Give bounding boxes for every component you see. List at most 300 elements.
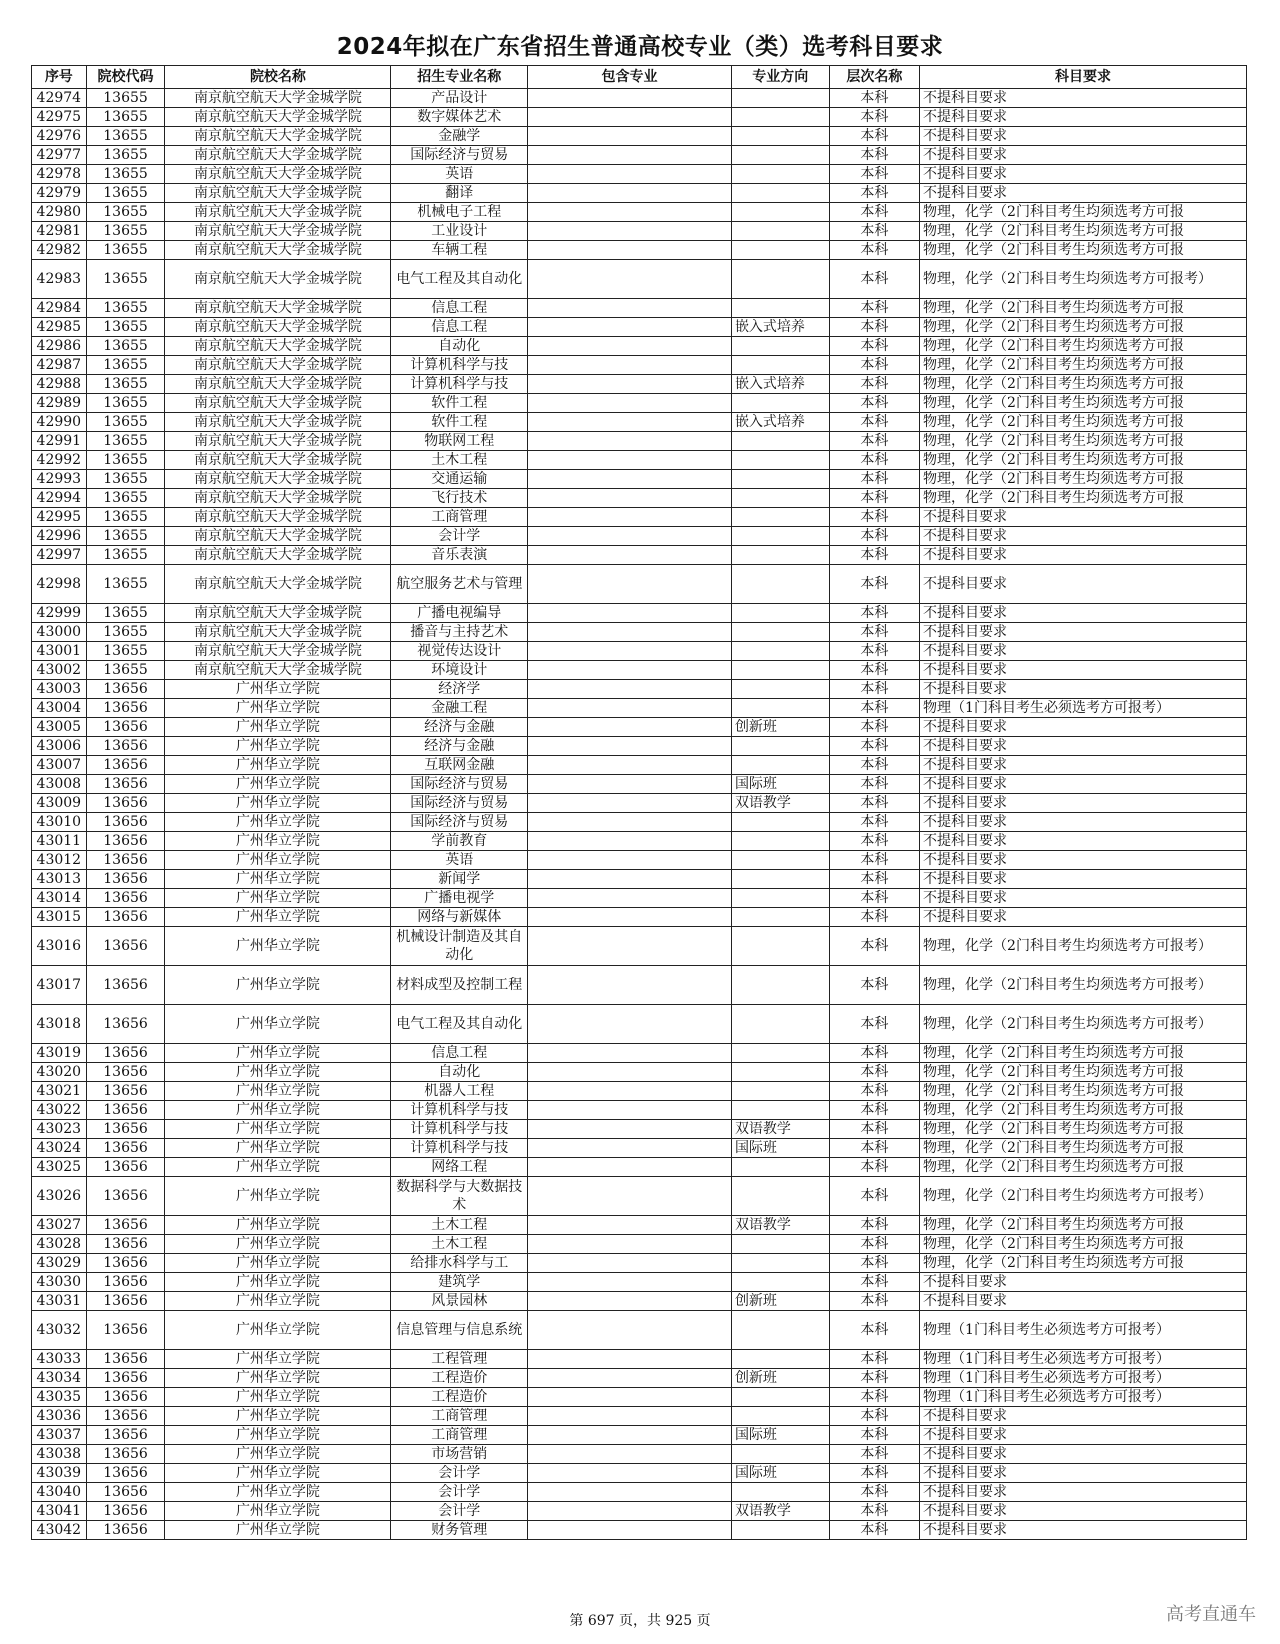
code-cell: 13655 xyxy=(86,89,165,108)
seq-cell: 43037 xyxy=(32,1426,87,1445)
code-cell: 13656 xyxy=(86,1407,165,1426)
requirement-cell: 物理，化学（2门科目考生均须选考方可报 xyxy=(920,337,1247,356)
seq-cell: 43038 xyxy=(32,1445,87,1464)
major-cell: 电气工程及其自动化 xyxy=(391,260,528,299)
direction-cell xyxy=(731,1407,829,1426)
direction-cell xyxy=(731,89,829,108)
column-header-direction: 专业方向 xyxy=(731,66,829,89)
included-cell xyxy=(528,1216,732,1235)
code-cell: 13656 xyxy=(86,870,165,889)
requirement-cell: 不提科目要求 xyxy=(920,908,1247,927)
major-cell: 机器人工程 xyxy=(391,1082,528,1101)
direction-cell xyxy=(731,356,829,375)
major-cell: 广播电视编导 xyxy=(391,604,528,623)
requirement-cell: 不提科目要求 xyxy=(920,89,1247,108)
included-cell xyxy=(528,889,732,908)
seq-cell: 42984 xyxy=(32,299,87,318)
level-cell: 本科 xyxy=(829,1082,919,1101)
included-cell xyxy=(528,108,732,127)
seq-cell: 43013 xyxy=(32,870,87,889)
major-cell: 计算机科学与技 xyxy=(391,1139,528,1158)
level-cell: 本科 xyxy=(829,413,919,432)
level-cell: 本科 xyxy=(829,699,919,718)
requirement-cell: 不提科目要求 xyxy=(920,889,1247,908)
level-cell: 本科 xyxy=(829,1350,919,1369)
included-cell xyxy=(528,775,732,794)
school-cell: 南京航空航天大学金城学院 xyxy=(165,451,391,470)
code-cell: 13656 xyxy=(86,1273,165,1292)
major-cell: 土木工程 xyxy=(391,451,528,470)
seq-cell: 43010 xyxy=(32,813,87,832)
included-cell xyxy=(528,737,732,756)
code-cell: 13655 xyxy=(86,241,165,260)
level-cell: 本科 xyxy=(829,1445,919,1464)
code-cell: 13656 xyxy=(86,908,165,927)
level-cell: 本科 xyxy=(829,337,919,356)
school-cell: 广州华立学院 xyxy=(165,908,391,927)
level-cell: 本科 xyxy=(829,165,919,184)
seq-cell: 43026 xyxy=(32,1177,87,1216)
code-cell: 13656 xyxy=(86,718,165,737)
included-cell xyxy=(528,642,732,661)
table-row xyxy=(32,718,1247,737)
seq-cell: 42987 xyxy=(32,356,87,375)
included-cell xyxy=(528,1388,732,1407)
seq-cell: 42979 xyxy=(32,184,87,203)
code-cell: 13655 xyxy=(86,203,165,222)
level-cell: 本科 xyxy=(829,1273,919,1292)
direction-cell xyxy=(731,260,829,299)
table-row xyxy=(32,851,1247,870)
major-cell: 自动化 xyxy=(391,1063,528,1082)
direction-cell xyxy=(731,927,829,966)
school-cell: 南京航空航天大学金城学院 xyxy=(165,203,391,222)
school-cell: 南京航空航天大学金城学院 xyxy=(165,546,391,565)
level-cell: 本科 xyxy=(829,451,919,470)
school-cell: 广州华立学院 xyxy=(165,1350,391,1369)
level-cell: 本科 xyxy=(829,1311,919,1350)
table-row xyxy=(32,623,1247,642)
requirement-cell: 物理，化学（2门科目考生均须选考方可报 xyxy=(920,318,1247,337)
direction-cell xyxy=(731,241,829,260)
included-cell xyxy=(528,508,732,527)
included-cell xyxy=(528,813,732,832)
table-row xyxy=(32,604,1247,623)
direction-cell: 创新班 xyxy=(731,718,829,737)
code-cell: 13655 xyxy=(86,260,165,299)
direction-cell xyxy=(731,604,829,623)
school-cell: 广州华立学院 xyxy=(165,699,391,718)
seq-cell: 43034 xyxy=(32,1369,87,1388)
direction-cell xyxy=(731,1483,829,1502)
seq-cell: 42980 xyxy=(32,203,87,222)
code-cell: 13656 xyxy=(86,1464,165,1483)
included-cell xyxy=(528,299,732,318)
included-cell xyxy=(528,470,732,489)
code-cell: 13655 xyxy=(86,318,165,337)
level-cell: 本科 xyxy=(829,203,919,222)
table-row xyxy=(32,241,1247,260)
seq-cell: 43018 xyxy=(32,1005,87,1044)
seq-cell: 42981 xyxy=(32,222,87,241)
level-cell: 本科 xyxy=(829,1120,919,1139)
requirement-cell: 不提科目要求 xyxy=(920,718,1247,737)
school-cell: 南京航空航天大学金城学院 xyxy=(165,375,391,394)
level-cell: 本科 xyxy=(829,108,919,127)
requirement-cell: 不提科目要求 xyxy=(920,623,1247,642)
requirement-cell: 物理，化学（2门科目考生均须选考方可报 xyxy=(920,375,1247,394)
requirement-cell: 物理，化学（2门科目考生均须选考方可报 xyxy=(920,413,1247,432)
level-cell: 本科 xyxy=(829,260,919,299)
school-cell: 广州华立学院 xyxy=(165,1235,391,1254)
included-cell xyxy=(528,1101,732,1120)
page-footer: 第 697 页，共 925 页 xyxy=(569,1613,711,1629)
level-cell: 本科 xyxy=(829,1158,919,1177)
requirement-cell: 不提科目要求 xyxy=(920,1292,1247,1311)
direction-cell xyxy=(731,966,829,1005)
code-cell: 13655 xyxy=(86,565,165,604)
table-row xyxy=(32,375,1247,394)
direction-cell xyxy=(731,470,829,489)
major-cell: 工程造价 xyxy=(391,1388,528,1407)
major-cell: 材料成型及控制工程 xyxy=(391,966,528,1005)
school-cell: 广州华立学院 xyxy=(165,756,391,775)
code-cell: 13655 xyxy=(86,146,165,165)
major-cell: 工商管理 xyxy=(391,1407,528,1426)
seq-cell: 42975 xyxy=(32,108,87,127)
level-cell: 本科 xyxy=(829,1369,919,1388)
school-cell: 广州华立学院 xyxy=(165,1426,391,1445)
included-cell xyxy=(528,680,732,699)
major-cell: 计算机科学与技 xyxy=(391,356,528,375)
direction-cell xyxy=(731,1388,829,1407)
seq-cell: 42997 xyxy=(32,546,87,565)
direction-cell xyxy=(731,1521,829,1540)
requirement-cell: 物理（1门科目考生必须选考方可报考） xyxy=(920,1388,1247,1407)
table-row xyxy=(32,1388,1247,1407)
major-cell: 国际经济与贸易 xyxy=(391,146,528,165)
level-cell: 本科 xyxy=(829,813,919,832)
included-cell xyxy=(528,1350,732,1369)
code-cell: 13655 xyxy=(86,413,165,432)
major-cell: 会计学 xyxy=(391,1464,528,1483)
included-cell xyxy=(528,604,732,623)
table-row xyxy=(32,927,1247,966)
major-cell: 软件工程 xyxy=(391,394,528,413)
direction-cell xyxy=(731,222,829,241)
level-cell: 本科 xyxy=(829,375,919,394)
direction-cell xyxy=(731,299,829,318)
code-cell: 13656 xyxy=(86,1235,165,1254)
major-cell: 经济与金融 xyxy=(391,737,528,756)
major-cell: 航空服务艺术与管理 xyxy=(391,565,528,604)
requirement-cell: 不提科目要求 xyxy=(920,604,1247,623)
table-row xyxy=(32,337,1247,356)
code-cell: 13655 xyxy=(86,623,165,642)
table-row xyxy=(32,1350,1247,1369)
school-cell: 广州华立学院 xyxy=(165,737,391,756)
table-row xyxy=(32,146,1247,165)
level-cell: 本科 xyxy=(829,870,919,889)
requirement-cell: 物理（1门科目考生必须选考方可报考） xyxy=(920,1369,1247,1388)
included-cell xyxy=(528,756,732,775)
major-cell: 车辆工程 xyxy=(391,241,528,260)
included-cell xyxy=(528,1044,732,1063)
level-cell: 本科 xyxy=(829,184,919,203)
included-cell xyxy=(528,661,732,680)
major-cell: 金融学 xyxy=(391,127,528,146)
seq-cell: 42985 xyxy=(32,318,87,337)
code-cell: 13655 xyxy=(86,489,165,508)
requirement-cell: 不提科目要求 xyxy=(920,813,1247,832)
code-cell: 13656 xyxy=(86,756,165,775)
major-cell: 播音与主持艺术 xyxy=(391,623,528,642)
table-row xyxy=(32,432,1247,451)
school-cell: 广州华立学院 xyxy=(165,851,391,870)
code-cell: 13655 xyxy=(86,356,165,375)
seq-cell: 43040 xyxy=(32,1483,87,1502)
seq-cell: 43015 xyxy=(32,908,87,927)
table-row xyxy=(32,1369,1247,1388)
major-cell: 机械设计制造及其自动化 xyxy=(391,927,528,966)
major-cell: 网络与新媒体 xyxy=(391,908,528,927)
major-cell: 市场营销 xyxy=(391,1445,528,1464)
table-row xyxy=(32,184,1247,203)
school-cell: 南京航空航天大学金城学院 xyxy=(165,508,391,527)
direction-cell: 创新班 xyxy=(731,1369,829,1388)
included-cell xyxy=(528,927,732,966)
code-cell: 13656 xyxy=(86,1483,165,1502)
direction-cell: 国际班 xyxy=(731,775,829,794)
code-cell: 13655 xyxy=(86,108,165,127)
requirement-cell: 不提科目要求 xyxy=(920,756,1247,775)
code-cell: 13656 xyxy=(86,1120,165,1139)
table-row xyxy=(32,222,1247,241)
major-cell: 工程造价 xyxy=(391,1369,528,1388)
table-row xyxy=(32,1483,1247,1502)
included-cell xyxy=(528,203,732,222)
school-cell: 南京航空航天大学金城学院 xyxy=(165,642,391,661)
level-cell: 本科 xyxy=(829,1388,919,1407)
requirement-cell: 不提科目要求 xyxy=(920,546,1247,565)
requirement-cell: 不提科目要求 xyxy=(920,794,1247,813)
level-cell: 本科 xyxy=(829,432,919,451)
table-row xyxy=(32,413,1247,432)
column-header-code: 院校代码 xyxy=(86,66,165,89)
column-header-seq: 序号 xyxy=(32,66,87,89)
table-row xyxy=(32,908,1247,927)
requirement-cell: 不提科目要求 xyxy=(920,775,1247,794)
requirement-cell: 物理，化学（2门科目考生均须选考方可报 xyxy=(920,1082,1247,1101)
direction-cell xyxy=(731,546,829,565)
seq-cell: 43001 xyxy=(32,642,87,661)
seq-cell: 43032 xyxy=(32,1311,87,1350)
direction-cell xyxy=(731,1101,829,1120)
school-cell: 广州华立学院 xyxy=(165,1005,391,1044)
direction-cell xyxy=(731,680,829,699)
major-cell: 会计学 xyxy=(391,1502,528,1521)
requirement-cell: 物理，化学（2门科目考生均须选考方可报考） xyxy=(920,260,1247,299)
table-row xyxy=(32,832,1247,851)
requirement-cell: 不提科目要求 xyxy=(920,127,1247,146)
requirement-cell: 不提科目要求 xyxy=(920,1426,1247,1445)
direction-cell xyxy=(731,203,829,222)
seq-cell: 43035 xyxy=(32,1388,87,1407)
seq-cell: 43017 xyxy=(32,966,87,1005)
code-cell: 13656 xyxy=(86,1139,165,1158)
school-cell: 广州华立学院 xyxy=(165,1292,391,1311)
requirement-cell: 物理，化学（2门科目考生均须选考方可报考） xyxy=(920,1005,1247,1044)
code-cell: 13655 xyxy=(86,165,165,184)
school-cell: 广州华立学院 xyxy=(165,832,391,851)
level-cell: 本科 xyxy=(829,1254,919,1273)
table-row xyxy=(32,775,1247,794)
direction-cell xyxy=(731,451,829,470)
code-cell: 13655 xyxy=(86,375,165,394)
seq-cell: 43011 xyxy=(32,832,87,851)
school-cell: 南京航空航天大学金城学院 xyxy=(165,565,391,604)
direction-cell xyxy=(731,813,829,832)
included-cell xyxy=(528,1177,732,1216)
direction-cell: 双语教学 xyxy=(731,1120,829,1139)
seq-cell: 42988 xyxy=(32,375,87,394)
major-cell: 翻译 xyxy=(391,184,528,203)
code-cell: 13656 xyxy=(86,851,165,870)
included-cell xyxy=(528,489,732,508)
code-cell: 13656 xyxy=(86,1311,165,1350)
direction-cell xyxy=(731,1082,829,1101)
seq-cell: 42986 xyxy=(32,337,87,356)
school-cell: 广州华立学院 xyxy=(165,1177,391,1216)
code-cell: 13656 xyxy=(86,1063,165,1082)
page-title: 2024年拟在广东省招生普通高校专业（类）选考科目要求 xyxy=(336,34,944,60)
table-row xyxy=(32,1120,1247,1139)
school-cell: 广州华立学院 xyxy=(165,870,391,889)
table-row xyxy=(32,108,1247,127)
included-cell xyxy=(528,1120,732,1139)
direction-cell xyxy=(731,508,829,527)
direction-cell xyxy=(731,489,829,508)
major-cell: 英语 xyxy=(391,165,528,184)
seq-cell: 43036 xyxy=(32,1407,87,1426)
direction-cell xyxy=(731,1235,829,1254)
table-row xyxy=(32,356,1247,375)
direction-cell: 双语教学 xyxy=(731,1216,829,1235)
school-cell: 广州华立学院 xyxy=(165,966,391,1005)
table-row xyxy=(32,966,1247,1005)
requirement-cell: 物理，化学（2门科目考生均须选考方可报 xyxy=(920,489,1247,508)
level-cell: 本科 xyxy=(829,127,919,146)
requirement-cell: 物理（1门科目考生必须选考方可报考） xyxy=(920,1350,1247,1369)
seq-cell: 43025 xyxy=(32,1158,87,1177)
table-row xyxy=(32,642,1247,661)
code-cell: 13656 xyxy=(86,1216,165,1235)
level-cell: 本科 xyxy=(829,241,919,260)
included-cell xyxy=(528,413,732,432)
level-cell: 本科 xyxy=(829,299,919,318)
seq-cell: 42976 xyxy=(32,127,87,146)
school-cell: 南京航空航天大学金城学院 xyxy=(165,432,391,451)
table-row xyxy=(32,1464,1247,1483)
seq-cell: 43028 xyxy=(32,1235,87,1254)
table-row xyxy=(32,394,1247,413)
school-cell: 广州华立学院 xyxy=(165,1388,391,1407)
code-cell: 13655 xyxy=(86,642,165,661)
major-cell: 数据科学与大数据技术 xyxy=(391,1177,528,1216)
seq-cell: 42990 xyxy=(32,413,87,432)
major-cell: 会计学 xyxy=(391,1483,528,1502)
included-cell xyxy=(528,1502,732,1521)
included-cell xyxy=(528,146,732,165)
included-cell xyxy=(528,565,732,604)
level-cell: 本科 xyxy=(829,565,919,604)
code-cell: 13655 xyxy=(86,184,165,203)
level-cell: 本科 xyxy=(829,1063,919,1082)
school-cell: 南京航空航天大学金城学院 xyxy=(165,489,391,508)
table-row xyxy=(32,1101,1247,1120)
school-cell: 南京航空航天大学金城学院 xyxy=(165,394,391,413)
code-cell: 13656 xyxy=(86,813,165,832)
seq-cell: 43005 xyxy=(32,718,87,737)
included-cell xyxy=(528,1254,732,1273)
requirement-cell: 物理，化学（2门科目考生均须选考方可报 xyxy=(920,203,1247,222)
requirement-cell: 物理，化学（2门科目考生均须选考方可报 xyxy=(920,1235,1247,1254)
school-cell: 广州华立学院 xyxy=(165,1139,391,1158)
included-cell xyxy=(528,1521,732,1540)
major-cell: 工商管理 xyxy=(391,508,528,527)
included-cell xyxy=(528,260,732,299)
major-cell: 飞行技术 xyxy=(391,489,528,508)
requirement-cell: 不提科目要求 xyxy=(920,1273,1247,1292)
major-cell: 物联网工程 xyxy=(391,432,528,451)
code-cell: 13656 xyxy=(86,1502,165,1521)
level-cell: 本科 xyxy=(829,604,919,623)
direction-cell: 国际班 xyxy=(731,1139,829,1158)
included-cell xyxy=(528,966,732,1005)
included-cell xyxy=(528,375,732,394)
school-cell: 广州华立学院 xyxy=(165,1521,391,1540)
seq-cell: 42992 xyxy=(32,451,87,470)
school-cell: 广州华立学院 xyxy=(165,1101,391,1120)
included-cell xyxy=(528,546,732,565)
direction-cell xyxy=(731,127,829,146)
school-cell: 广州华立学院 xyxy=(165,1120,391,1139)
major-cell: 国际经济与贸易 xyxy=(391,794,528,813)
code-cell: 13656 xyxy=(86,1426,165,1445)
table-row xyxy=(32,1177,1247,1216)
major-cell: 机械电子工程 xyxy=(391,203,528,222)
level-cell: 本科 xyxy=(829,966,919,1005)
included-cell xyxy=(528,1483,732,1502)
table-row xyxy=(32,1502,1247,1521)
included-cell xyxy=(528,165,732,184)
direction-cell: 双语教学 xyxy=(731,794,829,813)
level-cell: 本科 xyxy=(829,1292,919,1311)
level-cell: 本科 xyxy=(829,508,919,527)
level-cell: 本科 xyxy=(829,661,919,680)
table-row xyxy=(32,1005,1247,1044)
major-cell: 音乐表演 xyxy=(391,546,528,565)
direction-cell xyxy=(731,870,829,889)
direction-cell xyxy=(731,565,829,604)
major-cell: 信息管理与信息系统 xyxy=(391,1311,528,1350)
major-cell: 学前教育 xyxy=(391,832,528,851)
included-cell xyxy=(528,222,732,241)
major-cell: 网络工程 xyxy=(391,1158,528,1177)
included-cell xyxy=(528,1005,732,1044)
school-cell: 南京航空航天大学金城学院 xyxy=(165,299,391,318)
requirement-cell: 不提科目要求 xyxy=(920,642,1247,661)
